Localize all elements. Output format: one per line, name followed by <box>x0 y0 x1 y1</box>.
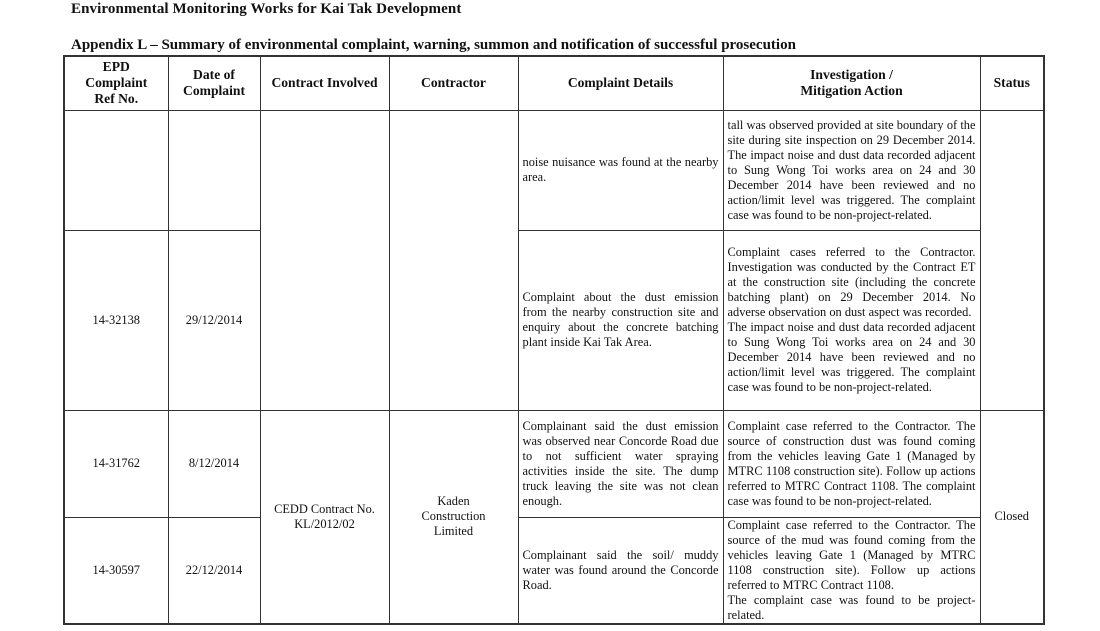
date-cell: 29/12/2014 <box>168 230 260 410</box>
investigation-cell: Complaint cases referred to the Contractor. Investigation was conducted by the Contract ET at the construction site (including the concrete batching plant) on 29 December 2014. No adverse observation on dust aspect was recorded. The impact noise and dust data recorded adjacent to Sung Wong Toi works area on 24 and 30 December 2014 have been reviewed and no action/limit level was triggered. The complaint case was found to be non-project-related. <box>723 230 980 410</box>
col-header-ref-no: EPD Complaint Ref No. <box>64 56 168 110</box>
contract-cell-blank <box>260 110 389 410</box>
status-cell-blank <box>980 110 1044 410</box>
status-cell: Closed <box>980 410 1044 624</box>
table-header-row <box>64 56 1044 110</box>
investigation-cell: Complaint case referred to the Contractor. The source of the mud was found coming from the vehicles leaving Gate 1 (Managed by MTRC 1108 construction site). Follow up actions referred to MTRC Contract 1108. The complaint case was found to be project-related. <box>723 517 980 624</box>
ref-no-cell: 14-32138 <box>64 230 168 410</box>
contractor-cell: Kaden Construction Limited <box>389 410 518 624</box>
date-cell: 22/12/2014 <box>168 517 260 624</box>
date-cell <box>168 110 260 230</box>
table-row <box>64 230 1044 410</box>
col-header-status: Status <box>980 56 1044 110</box>
ref-no-cell: 14-30597 <box>64 517 168 624</box>
col-header-contract: Contract Involved <box>260 56 389 110</box>
complaint-summary-table <box>63 55 1045 625</box>
details-cell: Complaint about the dust emission from the nearby construction site and enquiry about the concrete batching plant inside Kai Tak Area. <box>518 230 723 410</box>
date-cell: 8/12/2014 <box>168 410 260 517</box>
col-header-contractor: Contractor <box>389 56 518 110</box>
appendix-title: Appendix L – Summary of environmental complaint, warning, summon and notification of successful prosecution <box>71 37 796 53</box>
contractor-cell-blank <box>389 110 518 410</box>
details-cell: noise nuisance was found at the nearby area. <box>518 110 723 230</box>
document-title: Environmental Monitoring Works for Kai Tak Development <box>71 1 462 17</box>
ref-no-cell: 14-31762 <box>64 410 168 517</box>
col-header-date: Date of Complaint <box>168 56 260 110</box>
table-row <box>64 410 1044 517</box>
investigation-cell: Complaint case referred to the Contractor. The source of construction dust was found coming from the vehicles leaving Gate 1 (Managed by MTRC 1108 construction site). Follow up actions referred to MTRC Contract 1108. The complaint case was found to be non-project-related. <box>723 410 980 517</box>
details-cell: Complainant said the dust emission was observed near Concorde Road due to not sufficient water spraying activities inside the site. The dump truck leaving the site was not clean enough. <box>518 410 723 517</box>
table-row <box>64 517 1044 624</box>
details-cell: Complainant said the soil/ muddy water was found around the Concorde Road. <box>518 517 723 624</box>
contract-cell: CEDD Contract No. KL/2012/02 <box>260 410 389 624</box>
col-header-details: Complaint Details <box>518 56 723 110</box>
investigation-cell: tall was observed provided at site boundary of the site during site inspection on 29 December 2014. The impact noise and dust data recorded adjacent to Sung Wong Toi works area on 24 and 30 December 2014 have been reviewed and no action/limit level was triggered. The complaint case was found to be non-project-related. <box>723 110 980 230</box>
ref-no-cell <box>64 110 168 230</box>
table-row <box>64 110 1044 230</box>
col-header-investigation: Investigation / Mitigation Action <box>723 56 980 110</box>
